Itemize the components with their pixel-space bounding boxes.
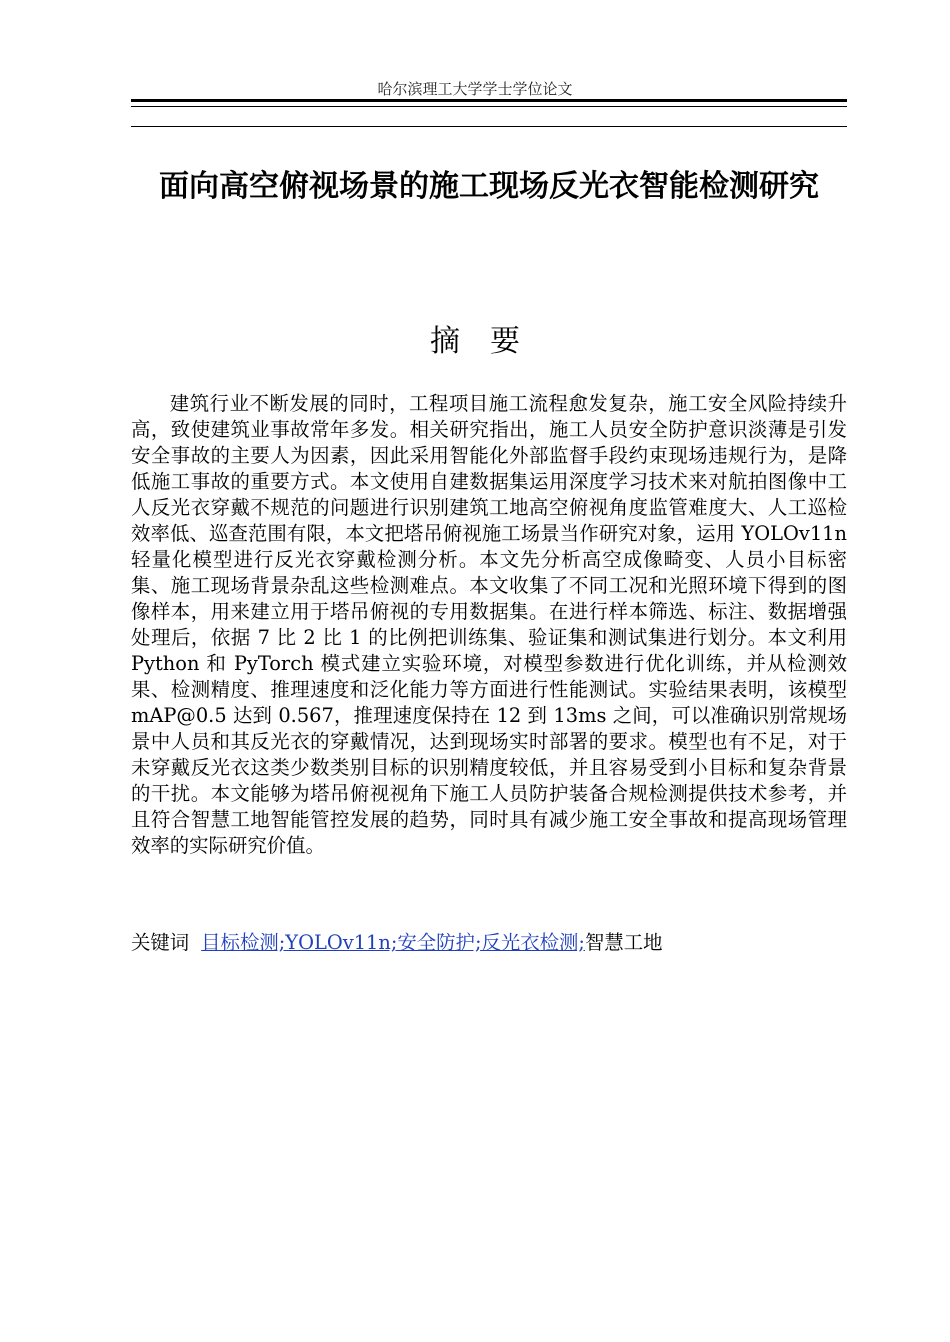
header-rule-thick	[131, 99, 847, 102]
title-separator-rule	[131, 126, 847, 127]
running-header: 哈尔滨理工大学学士学位论文	[377, 80, 573, 98]
abstract-heading: 摘要	[430, 324, 550, 359]
keywords-label: 关键词	[131, 931, 190, 954]
thesis-title: 面向高空俯视场景的施工现场反光衣智能检测研究	[159, 169, 819, 204]
keywords-line	[131, 930, 847, 956]
keywords-linked[interactable]: 目标检测;YOLOv11n;安全防护;反光衣检测;	[201, 931, 585, 954]
header-rule-thin	[131, 106, 847, 107]
abstract-body: 建筑行业不断发展的同时，工程项目施工流程愈发复杂，施工安全风险持续升高，致使建筑业事故常年多发。相关研究指出，施工人员安全防护意识淡薄是引发安全事故的主要人为因素，因此采用智能化外部监督手段约束现场违规行为，是降低施工事故的重要方式。本文使用自建数据集运用深度学习技术来对航拍图像中工人反光衣穿戴不规范的问题进行识别建筑工地高空俯视角度监管难度大、人工巡检效率低、巡查范围有限，本文把塔吊俯视施工场景当作研究对象，运用 YOLOv11n 轻量化模型进行反光衣穿戴检测分析。本文先分析高空成像畸变、人员小目标密集、施工现场背景杂乱这些检测难点。本文收集了不同工况和光照环境下得到的图像样本，用来建立用于塔吊俯视的专用数据集。在进行样本筛选、标注、数据增强处理后，依据 7 比 2 比 1 的比例把训练集、验证集和测试集进行划分。本文利用 Python 和 PyTorch 模式建立实验环境，对模型参数进行优化训练，并从检测效果、检测精度、推理速度和泛化能力等方面进行性能测试。实验结果表明，该模型 mAP@0.5 达到 0.567，推理速度保持在 12 到 13ms 之间，可以准确识别常规场景中人员和其反光衣的穿戴情况，达到现场实时部署的要求。模型也有不足，对于未穿戴反光衣这类少数类别目标的识别精度较低，并且容易受到小目标和复杂背景的干扰。本文能够为塔吊俯视视角下施工人员防护装备合规检测提供技术参考，并且符合智慧工地智能管控发展的趋势，同时具有减少施工安全事故和提高现场管理效率的实际研究价值。	[131, 392, 847, 857]
keywords-plain: 智慧工地	[584, 931, 663, 954]
